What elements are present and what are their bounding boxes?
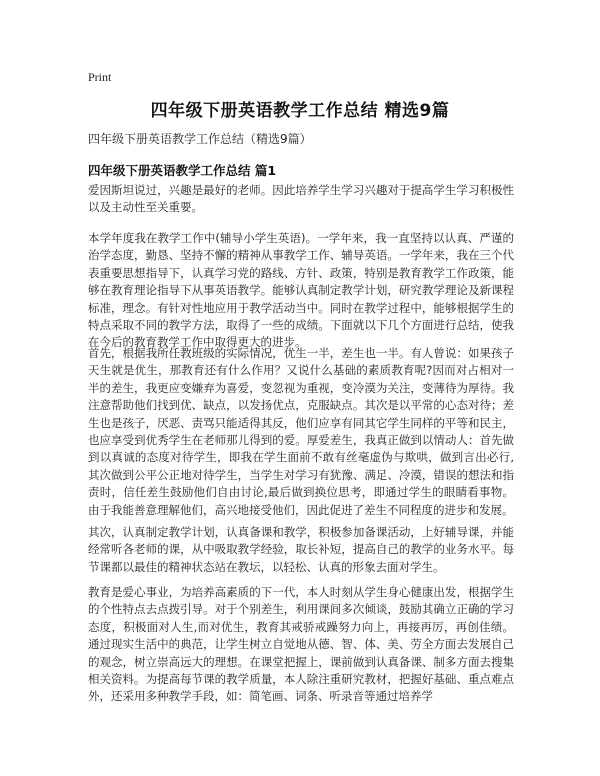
paragraph-planning: 其次，认真制定教学计划，认真备课和教学，积极参加备课活动，上好辅导课，并能经常听各老师的课，从中吸取教学经验，取长补短，提高自己的教学的业务水平。每节课都以最佳的精神状态站在教坛，以轻松、认真的形象去面对学生。 — [88, 525, 514, 574]
print-link[interactable]: Print — [88, 70, 112, 84]
document-title: 四年级下册英语教学工作总结 精选9篇 — [150, 101, 450, 121]
paragraph-education: 教育是爱心事业，为培养高素质的下一代，本人时刻从学生身心健康出发，根据学生的个性特点去点拨引导。对于个别差生，利用课间多次倾谈，鼓励其确立正确的学习态度，积极面对人生,而对优生，教育其戒骄戒躁努力向上，再接再厉，再创佳绩。通过现实生活中的典范，让学生树立自觉地从德、智、体、美、劳全方面去发展自己的观念，树立崇高远大的理想。在课堂把握上，课前做到认真备课、制多方面去搜集相关资料。为提高每节课的教学质量，本人除注重研究教材，把握好基础、重点难点外，还采用多种教学手段，如：简笔画、词条、听录音等通过培养学 — [88, 585, 514, 704]
document-subtitle: 四年级下册英语教学工作总结（精选9篇） — [88, 132, 312, 146]
paragraph-intro: 爱因斯坦说过，兴趣是最好的老师。因此培养学生学习兴趣对于提高学生学习积极性以及主动性至关重要。 — [88, 183, 514, 215]
paragraph-overview: 本学年度我在教学工作中(辅导小学生英语)。一学年来，我一直坚持以认真、严谨的治学态度，勤恳、坚持不懈的精神从事教学工作、辅导英语。一学年来，我在三个代表重要思想指导下，认真学习党的路线、方针、政策，特别是教育教学工作政策，能够在教育理论指导下从事英语教学。能够认真制定教学计划，研究教学理论及新课程标准，理念。有针对性地应用于教学活动当中。同时在教学过程中，能够根据学生的特点采取不同的教学方法，取得了一些的成绩。下面就以下几个方面进行总结，使我在今后的教育教学工作中取得更大的进步。 — [88, 231, 514, 350]
section-heading: 四年级下册英语教学工作总结 篇1 — [88, 163, 277, 178]
paragraph-students: 首先，根据我所任教班级的实际情况，优生一半，差生也一半。有人曾说：如果孩子天生就是优生，那教育还有什么作用？又说什么基础的素质教育呢?因而对占相对一半的差生，我更应变嫌弃为喜爱，变忽视为重视，变冷漠为关注，变薄待为厚待。我注意帮助他们找到优、缺点，以发扬优点，克服缺点。其次是以平常的心态对待；差生也是孩子，厌恶、责骂只能适得其反，他们应享有同其它学生同样的平等和民主，也应享受到优秀学生在老师那儿得到的爱。厚爱差生，我真正做到以情动人：首先做到以真诚的态度对待学生，即我在学生面前不敢有丝毫虚伪与欺哄，做到言出必行,其次做到公平公正地对待学生，当学生对学习有犹豫、满足、冷漠，错误的想法和指责时，信任差生鼓励他们自由讨论,最后做到换位思考，即通过学生的眼睛看事物。由于我能善意理解他们，高兴地接受他们，因此促进了差生不同程度的进步和发展。 — [88, 346, 514, 517]
